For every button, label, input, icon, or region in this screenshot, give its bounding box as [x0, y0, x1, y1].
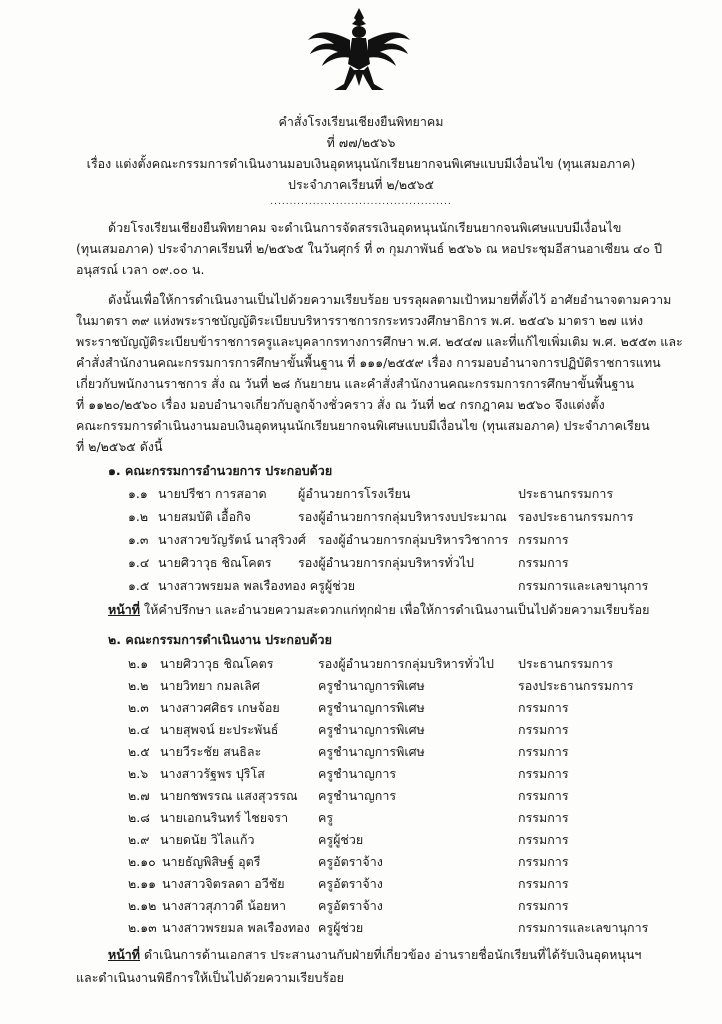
member-row: [0, 742, 722, 760]
member-position: รองผู้อำนวยการกลุ่มบริหารงบประมาณ: [298, 509, 507, 524]
member-position: ครูชำนาญการ: [318, 766, 397, 781]
garuda-emblem-icon: [304, 6, 414, 94]
member-number: ๒.๘: [128, 810, 150, 825]
member-position: ครูผู้ช่วย: [318, 920, 364, 935]
member-number: ๒.๕: [128, 744, 150, 759]
member-position: ครูผู้ช่วย: [318, 832, 364, 847]
member-role: กรรมการและเลขานุการ: [518, 920, 649, 935]
member-number: ๒.๙: [128, 832, 150, 847]
member-name: นายกชพรรณ แสงสุวรรณ: [160, 788, 298, 803]
section1-heading: ๑. คณะกรรมการอำนวยการ ประกอบด้วย: [108, 463, 333, 478]
member-row: [0, 830, 722, 848]
member-position: รองผู้อำนวยการกลุ่มบริหารทั่วไป: [298, 555, 474, 570]
member-name: นายสุพจน์ ยะประพันธ์: [160, 722, 279, 737]
para2-line: พระราชบัญญัติระเบียบข้าราชการครูและบุคลากรทางการศึกษา พ.ศ. ๒๕๔๗ และที่แก้ไขเพิ่มเติม พ.ศ. ๒๕๕๓ และ: [76, 334, 683, 349]
member-role: ประธานกรรมการ: [518, 656, 614, 671]
member-position: รองผู้อำนวยการกลุ่มบริหารวิชาการ: [318, 532, 509, 547]
member-position: ครูอัตราจ้าง: [318, 898, 383, 913]
member-number: ๒.๗: [128, 788, 150, 803]
member-number: ๒.๒: [128, 678, 149, 693]
member-role: รองประธานกรรมการ: [518, 678, 634, 693]
member-role: กรรมการ: [518, 898, 569, 913]
member-role: กรรมการและเลขานุการ: [518, 578, 649, 593]
member-role: กรรมการ: [518, 744, 569, 759]
member-number: ๑.๒: [128, 509, 149, 524]
member-role: รองประธานกรรมการ: [518, 509, 634, 524]
para2-line: ที่ ๑๑๒๐/๒๕๖๐ เรื่อง มอบอำนาจเกี่ยวกับลูกจ้างชั่วคราว สั่ง ณ วันที่ ๒๔ กรกฎาคม ๒๕๖๐ จึงแต่งตั้ง: [76, 397, 605, 412]
member-name: นายปรีชา การสอาด: [158, 486, 267, 501]
member-position: ครูชำนาญการพิเศษ: [318, 744, 425, 759]
member-row: [0, 918, 722, 936]
member-row: [0, 484, 722, 502]
order-term: ประจำภาคเรียนที่ ๒/๒๕๖๕: [288, 177, 434, 192]
member-number: ๑.๕: [128, 578, 150, 593]
member-name: นางสาวขวัญรัตน์ นาสุริวงศ์: [158, 532, 306, 547]
member-number: ๒.๑: [128, 656, 149, 671]
member-name: นายดนัย วิไลแก้ว: [160, 832, 255, 847]
member-row: [0, 553, 722, 571]
member-name: นายสมบัติ เอื้อกิจ: [158, 509, 251, 524]
member-role: กรรมการ: [518, 555, 569, 570]
member-position: ครู: [318, 810, 334, 825]
member-role: กรรมการ: [518, 722, 569, 737]
order-subject: เรื่อง แต่งตั้งคณะกรรมการดำเนินงานมอบเงินอุดหนุนนักเรียนยากจนพิเศษแบบมีเงื่อนไข (ทุนเสมอภาค): [86, 156, 636, 171]
member-row: [0, 896, 722, 914]
member-row: [0, 764, 722, 782]
member-name: นางสาวพรยมล พลเรืองทอง: [162, 920, 310, 935]
member-name: นางสาวศศิธร เกษจ้อย: [160, 700, 280, 715]
member-row: [0, 786, 722, 804]
member-name: นายศิวาวุธ ชิณโคตร: [160, 656, 274, 671]
para2-line: ในมาตรา ๓๙ แห่งพระราชบัญญัติระเบียบบริหารราชการกระทรวงศึกษาธิการ พ.ศ. ๒๕๔๖ มาตรา ๒๗ แห่ง: [76, 313, 644, 328]
member-position: ผู้อำนวยการโรงเรียน: [298, 486, 411, 501]
order-number: ที่ ๗๗/๒๕๖๖: [326, 135, 396, 150]
member-position: ครูชำนาญการ: [318, 788, 397, 803]
member-role: กรรมการ: [518, 832, 569, 847]
member-number: ๒.๑๓: [128, 920, 157, 935]
para1-line: ด้วยโรงเรียนเชียงยืนพิทยาคม จะดำเนินการจัดสรรเงินอุดหนุนนักเรียนยากจนพิเศษแบบมีเงื่อนไข: [108, 220, 622, 235]
member-row: [0, 507, 722, 525]
member-name: นายวิทยา กมลเลิศ: [160, 678, 260, 693]
member-name: นางสาวรัฐพร ปุริโส: [160, 766, 265, 781]
member-name: นายศิวาวุธ ชิณโคตร: [158, 555, 272, 570]
order-title: คำสั่งโรงเรียนเชียงยืนพิทยาคม: [278, 114, 444, 129]
para2-line: ดังนั้นเพื่อให้การดำเนินงานเป็นไปด้วยความเรียบร้อย บรรลุผลตามเป้าหมายที่ตั้งไว้ อาศัยอำนาจตามความ: [108, 292, 672, 307]
member-number: ๒.๑๒: [128, 898, 157, 913]
separator-line: ...............................................: [270, 197, 452, 207]
section2-duty-continued: และดำเนินงานพิธีการให้เป็นไปด้วยความเรียบร้อย: [76, 970, 344, 985]
duty-text: ให้คำปรึกษา และอำนวยความสะดวกแก่ทุกฝ่าย เพื่อให้การดำเนินงานเป็นไปด้วยความเรียบร้อย: [144, 602, 650, 617]
duty-text: ดำเนินการด้านเอกสาร ประสานงานกับฝ่ายที่เกี่ยวข้อง อ่านรายชื่อนักเรียนที่ได้รับเงินอุดหนุนฯ: [144, 947, 642, 962]
member-number: ๑.๔: [128, 555, 150, 570]
member-row: [0, 852, 722, 870]
member-name: นายเอกนรินทร์ ไชยจรา: [160, 810, 289, 825]
member-role: กรรมการ: [518, 788, 569, 803]
duty-label: หน้าที่: [108, 602, 141, 617]
para2-line: คำสั่งสำนักงานคณะกรรมการการศึกษาขั้นพื้นฐาน ที่ ๑๑๑/๒๕๕๙ เรื่อง การมอบอำนาจการปฏิบัติราชการแทน: [76, 355, 661, 370]
member-name: นางสาวสุภาวดี น้อยหา: [162, 898, 286, 913]
section2-heading: ๒. คณะกรรมการดำเนินงาน ประกอบด้วย: [108, 632, 332, 647]
member-row: [0, 654, 722, 672]
member-role: กรรมการ: [518, 810, 569, 825]
member-number: ๒.๑๐: [128, 854, 156, 869]
member-number: ๒.๖: [128, 766, 149, 781]
member-number: ๒.๔: [128, 722, 150, 737]
member-row: [0, 808, 722, 826]
para2-line: คณะกรรมการดำเนินงานมอบเงินอุดหนุนนักเรียนยากจนพิเศษแบบมีเงื่อนไข (ทุนเสมอภาค) ประจำภาคเรียน: [76, 418, 650, 433]
duty-label: หน้าที่: [108, 947, 141, 962]
member-row: [0, 720, 722, 738]
member-name: นายวีระชัย สนธิละ: [160, 744, 262, 759]
member-row: [0, 698, 722, 716]
member-position: ครูชำนาญการพิเศษ: [318, 700, 425, 715]
member-position: ครูอัตราจ้าง: [318, 876, 383, 891]
member-number: ๑.๓: [128, 532, 149, 547]
member-row: [0, 576, 722, 594]
member-row: [0, 676, 722, 694]
member-name: นางสาวพรยมล พลเรืองทอง ครูผู้ช่วย: [158, 578, 356, 593]
para2-line: เกี่ยวกับพนักงานราชการ สั่ง ณ วันที่ ๒๘ กันยายน และคำสั่งสำนักงานคณะกรรมการการศึกษาขั้นพื้นฐาน: [76, 376, 634, 391]
member-role: กรรมการ: [518, 700, 569, 715]
section2-duty: [108, 945, 641, 965]
member-number: ๒.๓: [128, 700, 149, 715]
member-position: รองผู้อำนวยการกลุ่มบริหารทั่วไป: [318, 656, 494, 671]
member-name: นายธัญพิสิษฐ์ อุตรี: [162, 854, 261, 869]
member-role: กรรมการ: [518, 876, 569, 891]
member-number: ๒.๑๑: [128, 876, 157, 891]
member-role: ประธานกรรมการ: [518, 486, 614, 501]
member-role: กรรมการ: [518, 766, 569, 781]
para1-line: (ทุนเสมอภาค) ประจำภาคเรียนที่ ๒/๒๕๖๕ ในวันศุกร์ ที่ ๓ กุมภาพันธ์ ๒๕๖๖ ณ หอประชุมอีสานอาเซียน ๔๐ ปี: [76, 241, 663, 256]
para1-line: อนุสรณ์ เวลา ๐๙.๐๐ น.: [76, 262, 205, 277]
member-position: ครูอัตราจ้าง: [318, 854, 383, 869]
member-number: ๑.๑: [128, 486, 148, 501]
member-row: [0, 874, 722, 892]
member-role: กรรมการ: [518, 532, 569, 547]
member-name: นางสาวจิตรลดา อวีชัย: [162, 876, 285, 891]
section1-duty: [108, 600, 650, 620]
member-row: [0, 530, 722, 548]
member-position: ครูชำนาญการพิเศษ: [318, 722, 425, 737]
member-role: กรรมการ: [518, 854, 569, 869]
para2-line: ที่ ๒/๒๕๖๕ ดังนี้: [76, 439, 163, 454]
member-position: ครูชำนาญการพิเศษ: [318, 678, 425, 693]
